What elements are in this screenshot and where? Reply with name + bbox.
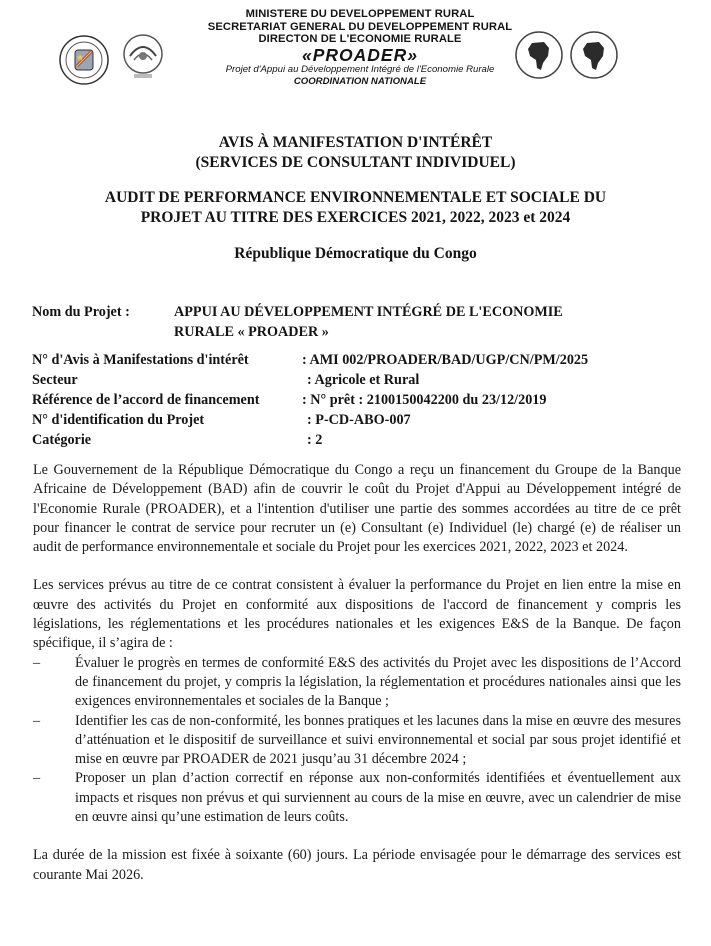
proader-title: «PROADER»: [302, 44, 418, 65]
financing-row: [32, 390, 692, 410]
list-item-text: Proposer un plan d’action correctif en réponse aux non-conformités identifiées et éventuellement aux impacts et risques non prévus et qui surviennent au cours de la mise en œuvre, avec un calendrier de mise en œuvre ainsi qu’une estimation de leurs coûts.: [75, 770, 681, 826]
project-id-label: N° d'identification du Projet: [32, 412, 205, 428]
financing-label: Référence de l’accord de financement: [32, 392, 260, 408]
proader-subtitle: Projet d'Appui au Développement Intégré de l'Economie Rurale: [225, 63, 495, 75]
list-item: [33, 769, 681, 827]
project-name-line1: APPUI AU DÉVELOPPEMENT INTÉGRÉ DE L'ECONOMIE: [174, 304, 563, 320]
duration-paragraph: La durée de la mission est fixée à soixante (60) jours. La période envisagée pour le démarrage des services est courante Mai 2026.: [33, 847, 681, 883]
project-name-line2: RURALE « PROADER »: [174, 324, 329, 340]
african-development-fund-logo: [568, 30, 620, 80]
secretariat-line: SECRETARIAT GENERAL DU DEVELOPPEMENT RURAL: [207, 20, 513, 33]
ami-value: : AMI 002/PROADER/BAD/UGP/CN/PM/2025: [302, 352, 589, 368]
project-info: [32, 302, 692, 450]
category-row: [32, 430, 692, 450]
list-item-text: Identifier les cas de non-conformité, les bonnes pratiques et les lacunes dans la mise en œuvre des mesures d’atténuation et le dispositif de surveillance et suivi environnemental et social par sous projet identifié et mise en œuvre par PROADER de 2021 jusqu’au 31 décembre 2024 ;: [75, 712, 681, 768]
notice-titles: [30, 133, 681, 264]
project-id-value: : P-CD-ABO-007: [307, 412, 411, 428]
sector-row: [32, 370, 692, 390]
bullet-dash: –: [33, 712, 41, 729]
list-item: [33, 712, 681, 770]
tasks-list: [33, 654, 681, 828]
project-name-value: [174, 302, 694, 342]
ministry-seal-logo: [58, 34, 110, 86]
list-item: [33, 654, 681, 712]
bullet-dash: –: [33, 770, 41, 787]
sector-label: Secteur: [32, 372, 78, 388]
direction-line: DIRECTON DE L'ECONOMIE RURALE: [258, 33, 462, 45]
project-id-row: [32, 410, 692, 430]
country-title: République Démocratique du Congo: [234, 245, 477, 262]
audit-title-line2: PROJET AU TITRE DES EXERCICES 2021, 2022, 2023 et 2024: [140, 209, 571, 226]
letterhead: [150, 8, 570, 88]
ministry-line: MINISTERE DU DEVELOPPEMENT RURAL: [245, 8, 475, 20]
financing-value: : N° prêt : 2100150042200 du 23/12/2019: [302, 392, 547, 408]
ami-row: [32, 350, 692, 370]
category-label: Catégorie: [32, 432, 92, 448]
category-value: : 2: [307, 432, 323, 448]
ami-label: N° d'Avis à Manifestations d'intérêt: [32, 352, 249, 368]
project-name-row: [32, 302, 692, 346]
avis-title: AVIS À MANIFESTATION D'INTÉRÊT: [218, 134, 493, 151]
intro-paragraph: Le Gouvernement de la République Démocratique du Congo a reçu un financement du Groupe de la Banque Africaine de Développement (BAD) afin de couvrir le coût du Projet d'Appui au Développement intégré de l'Economie Rurale (PROADER), et a l'intention d'utiliser une partie des sommes accordées au titre de ce prêt pour financer le contrat de service pour recruter un (e) Consultant (e) Individuel (le) chargé (e) de réaliser un audit de performance environnementale et sociale du Projet pour les exercices 2021, 2022, 2023 et 2024.: [33, 462, 681, 556]
audit-title-line1: AUDIT DE PERFORMANCE ENVIRONNEMENTALE ET SOCIALE DU: [104, 189, 607, 206]
sector-value: : Agricole et Rural: [307, 372, 420, 388]
list-item-text: Évaluer le progrès en termes de conformité E&S des activités du Projet avec les dispositions de l’Accord de financement du projet, y compris la législation, la réglementation et procédures nationales ainsi que les exigences environnementales et sociales de la Banque ;: [75, 654, 681, 710]
avis-subtitle: (SERVICES DE CONSULTANT INDIVIDUEL): [195, 154, 516, 171]
notice-body: [33, 461, 681, 885]
project-name-label: Nom du Projet :: [32, 304, 130, 320]
bullet-dash: –: [33, 654, 41, 671]
services-paragraph: Les services prévus au titre de ce contrat consistent à évaluer la performance du Projet en lien entre la mise en œuvre des activités du Projet en conformité aux dispositions de l'accord de financement y compris les législations, les réglementations et les procédures nationales et les exigences E&S de la Banque. De façon spécifique, il s’agira de :: [33, 577, 681, 652]
coordination-line: COORDINATION NATIONALE: [293, 75, 427, 87]
